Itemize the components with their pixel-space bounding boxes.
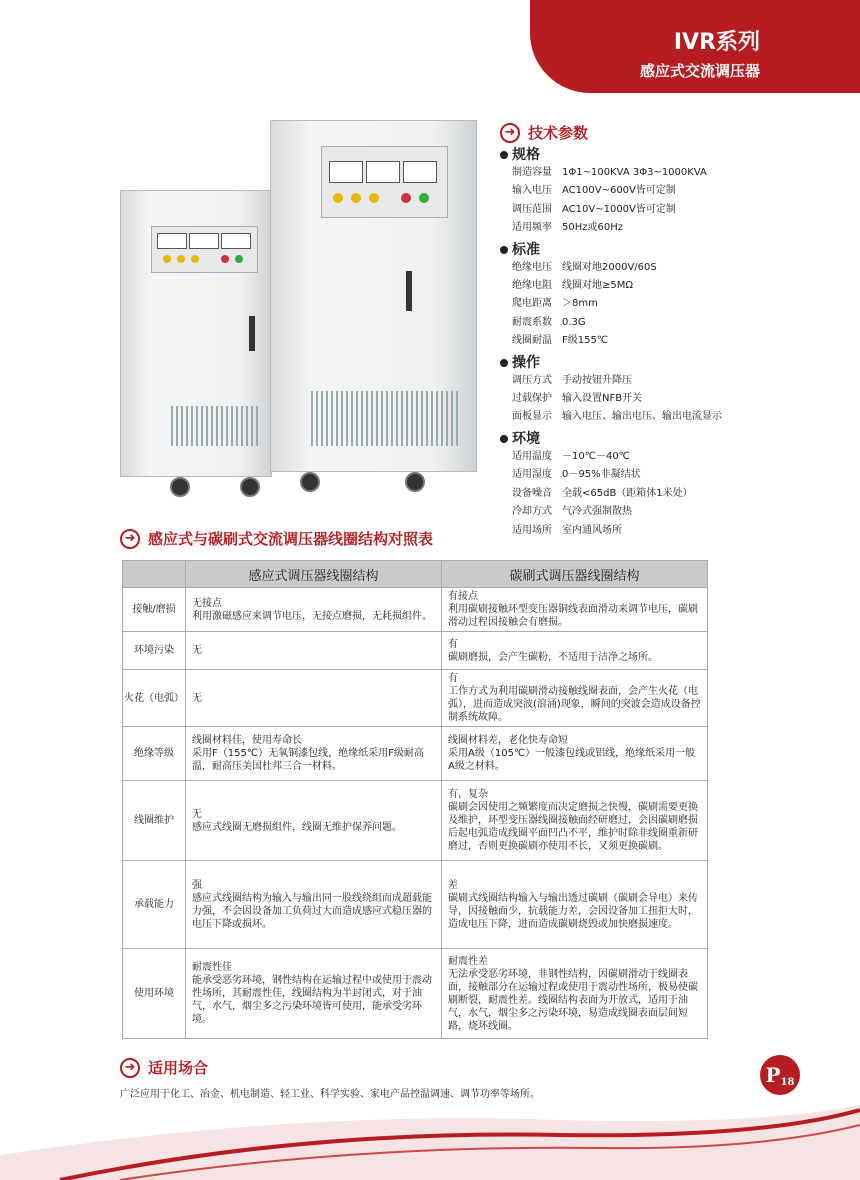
spec-key: 冷却方式 xyxy=(512,506,552,518)
spec-row xyxy=(500,182,840,200)
induction-cell: 耐震性佳 能承受恶劣环境，钢性结构在运输过程中或使用于震动性场所，其耐震性佳，线圈结构为半封闭式，对于油气，水气，烟尘多之污染环境皆可使用，能承受劣环境。 xyxy=(186,949,442,1039)
col-induction-header: 感应式调压器线圈结构 xyxy=(186,561,442,588)
arrow-right-icon: ➜ xyxy=(120,1058,140,1078)
spec-row xyxy=(500,503,840,521)
spec-key: 调压范围 xyxy=(512,203,552,215)
spec-value: 0－95%非凝结状 xyxy=(562,469,641,481)
compare-title: ➜ 感应式与碳刷式交流调压器线圈结构对照表 xyxy=(120,528,433,549)
induction-cell: 线圈材料佳，使用寿命长 采用F（155℃）无氧铜漆包线，绝缘纸采用F级耐高温，耐高压美国杜邦三合一材料。 xyxy=(186,727,442,781)
row-label: 环境污染 xyxy=(123,632,186,670)
series-title: IVR系列 xyxy=(673,30,760,55)
spec-group-heading: 环境 xyxy=(500,431,840,448)
induction-cell: 无 感应式线圈无磨损组件，线圈无维护保养问题。 xyxy=(186,781,442,861)
table-row xyxy=(123,632,708,670)
spec-key: 绝缘电阻 xyxy=(512,280,552,292)
arrow-right-icon: ➜ xyxy=(500,123,520,143)
spec-key: 爬电距离 xyxy=(512,298,552,310)
spec-value: 气冷式强制散热 xyxy=(562,506,632,518)
brush-cell: 有 碳刷磨损，会产生碳粉，不适用于洁净之场所。 xyxy=(442,632,708,670)
table-row xyxy=(123,781,708,861)
apply-text: 广泛应用于化工、冶金、机电制造、轻工业、科学实验、家电产品控温调速、调节功率等场所。 xyxy=(120,1089,540,1100)
spec-row xyxy=(500,408,840,426)
col-brush-header: 碳刷式调压器线圈结构 xyxy=(442,561,708,588)
spec-key: 面板显示 xyxy=(512,411,552,423)
spec-value: 1Φ1~100KVA 3Φ3~1000KVA xyxy=(562,167,707,178)
page-badge: P 18 xyxy=(760,1055,800,1095)
spec-value: 手动按钮升降压 xyxy=(562,374,632,386)
spec-row xyxy=(500,201,840,219)
spec-value: 输入电压、输出电压、输出电流显示 xyxy=(562,411,722,423)
row-label: 线圈维护 xyxy=(123,781,186,861)
spec-row xyxy=(500,277,840,295)
brush-cell: 耐震性差 无法承受恶劣环境，非钢性结构，因碳刷滑动于线圈表面，接触部分在运输过程或使用于震动性场所，极易使碳刷断裂，耐震性差。线圈结构表面为开放式，适用于油气，水气，烟尘多之污染环境，易造成线圈表面层间短路，烧坏线圈。 xyxy=(442,949,708,1039)
footer-swoosh xyxy=(0,1100,860,1180)
brush-cell: 差 碳刷式线圈结构输入与输出透过碳刷（碳刷会导电）来传导，因接触面少，抗载能力差，会因设备加工扭拒大时，造成电压下降，进而造成碳刷烧毁或加快磨损速度。 xyxy=(442,861,708,949)
table-row xyxy=(123,670,708,727)
spec-title: ➜ 技术参数 xyxy=(500,122,840,143)
spec-key: 制造容量 xyxy=(512,167,552,178)
spec-value: 输入设置NFB开关 xyxy=(562,393,643,405)
spec-row xyxy=(500,164,840,182)
spec-value: ＞8mm xyxy=(562,298,598,310)
induction-cell: 无 xyxy=(186,670,442,727)
spec-row xyxy=(500,485,840,503)
spec-key: 耐震系数 xyxy=(512,316,552,328)
spec-value: AC10V~1000V皆可定制 xyxy=(562,203,676,215)
spec-key: 适用场所 xyxy=(512,524,552,536)
table-row xyxy=(123,588,708,632)
compare-table xyxy=(122,560,708,1039)
induction-cell: 无 xyxy=(186,632,442,670)
row-label: 接触/磨损 xyxy=(123,588,186,632)
spec-row xyxy=(500,295,840,313)
product-subtitle: 感应式交流调压器 xyxy=(639,62,760,80)
induction-cell: 强 感应式线圈结构为输入与输出同一股线绕组而成超载能力强，不会因设备加工负荷过大而造成感应式稳压器的电压下降或损坏。 xyxy=(186,861,442,949)
product-photo xyxy=(115,120,475,500)
spec-group-heading: 规格 xyxy=(500,147,840,164)
spec-row xyxy=(500,522,840,540)
spec-key: 输入电压 xyxy=(512,185,552,197)
spec-row xyxy=(500,372,840,390)
spec-key: 过载保护 xyxy=(512,393,552,405)
spec-value: 全载<65dB（距箱体1米处） xyxy=(562,487,693,499)
spec-row xyxy=(500,448,840,466)
spec-row xyxy=(500,219,840,237)
spec-value: 线圈对地2000V/60S xyxy=(562,261,657,273)
spec-value: AC100V~600V皆可定制 xyxy=(562,185,676,197)
small-cabinet xyxy=(120,190,272,477)
spec-row xyxy=(500,314,840,332)
bullet-icon xyxy=(500,151,508,159)
spec-row xyxy=(500,466,840,484)
spec-key: 适用湿度 xyxy=(512,469,552,481)
large-cabinet xyxy=(270,120,477,472)
apply-title: ➜ 适用场合 xyxy=(120,1057,208,1078)
spec-value: 0.3G xyxy=(562,316,586,328)
spec-value: F级155℃ xyxy=(562,335,609,347)
spec-key: 调压方式 xyxy=(512,374,552,386)
bullet-icon xyxy=(500,435,508,443)
brush-cell: 有接点 利用碳刷接触环型变压器铜线表面滑动来调节电压，碳刷滑动过程因接触会有磨损。 xyxy=(442,588,708,632)
spec-key: 绝缘电压 xyxy=(512,261,552,273)
bullet-icon xyxy=(500,246,508,254)
header-banner xyxy=(530,0,860,93)
spec-value: 50Hz或60Hz xyxy=(562,222,623,234)
brush-cell: 线圈材料差，老化快寿命短 采用A级（105℃）一般漆包线或铝线，绝缘纸采用一般A级之材料。 xyxy=(442,727,708,781)
spec-row xyxy=(500,259,840,277)
spec-key: 线圈耐温 xyxy=(512,335,552,347)
spec-row xyxy=(500,332,840,350)
induction-cell: 无接点 利用激磁感应来调节电压，无接点磨损，无耗损组件。 xyxy=(186,588,442,632)
spec-key: 设备噪音 xyxy=(512,487,552,499)
table-row xyxy=(123,727,708,781)
row-label: 承载能力 xyxy=(123,861,186,949)
spec-value: －10℃－40℃ xyxy=(562,450,630,462)
spec-value: 室内通风场所 xyxy=(562,524,622,536)
brush-cell: 有 工作方式为利用碳刷滑动接触线圈表面，会产生火花（电弧），进而造成突波(浪涌)现象，瞬间的突波会造成设备控制系统故障。 xyxy=(442,670,708,727)
spec-group-heading: 操作 xyxy=(500,355,840,372)
bullet-icon xyxy=(500,359,508,367)
spec-group-heading: 标准 xyxy=(500,242,840,259)
brush-cell: 有，复杂 碳刷会因使用之频繁度而决定磨损之快慢，碳刷需要更换及维护，环型变压器线圈接触面经研磨过，会因碳刷磨损后起电弧造成线圈平面凹凸不平，维护时除非线圈重新研磨过，否则更换碳刷亦使用不长，又须更换碳刷。 xyxy=(442,781,708,861)
spec-row xyxy=(500,390,840,408)
row-label: 绝缘等级 xyxy=(123,727,186,781)
row-label: 使用环境 xyxy=(123,949,186,1039)
row-label: 火花（电弧） xyxy=(123,670,186,727)
spec-section xyxy=(500,122,840,540)
spec-key: 适用温度 xyxy=(512,450,552,462)
arrow-right-icon: ➜ xyxy=(120,529,140,549)
table-row xyxy=(123,949,708,1039)
table-row xyxy=(123,861,708,949)
spec-key: 适用频率 xyxy=(512,222,552,234)
spec-value: 线圈对地≥5MΩ xyxy=(562,280,634,292)
